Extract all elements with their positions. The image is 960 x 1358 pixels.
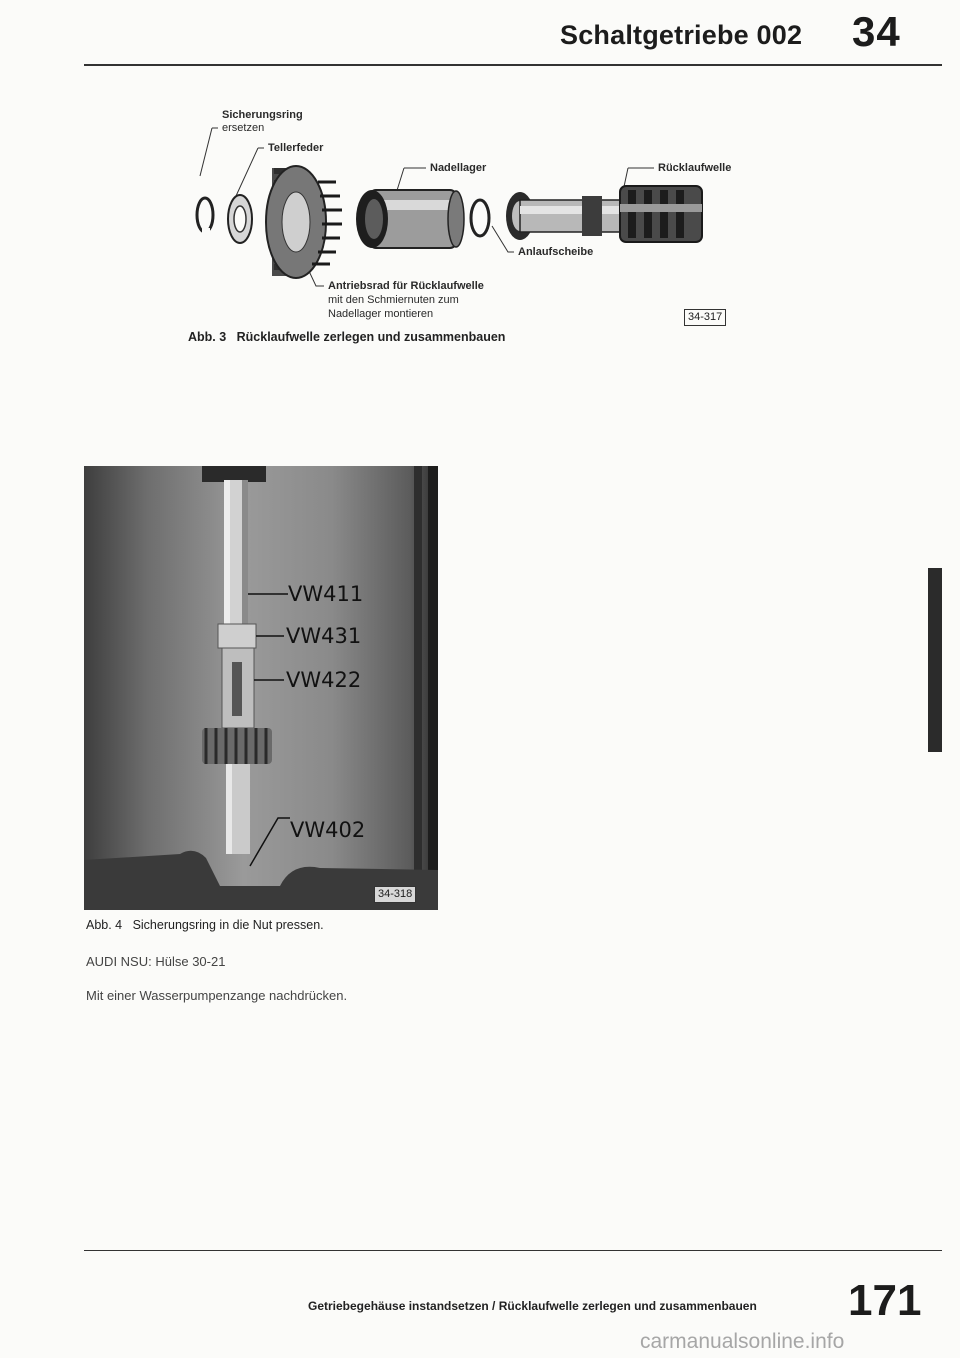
- figure-4-caption-number: Abb. 4: [86, 918, 123, 932]
- figure-4-photo: [84, 466, 438, 910]
- section-number: 34: [852, 8, 901, 55]
- figure-4-reference: 34-318: [374, 886, 416, 903]
- tool-label-vw402: VW402: [290, 818, 366, 842]
- label-ersetzen: ersetzen: [222, 122, 265, 134]
- label-nadellager: Nadellager: [430, 162, 487, 174]
- figure-4-caption-text: Sicherungsring in die Nut pressen.: [132, 918, 324, 932]
- figure-4-photo-drawing: [84, 466, 438, 910]
- figure-3-caption: [188, 330, 505, 344]
- section-thumb-index: [928, 568, 942, 752]
- tool-label-vw411: VW411: [288, 582, 364, 606]
- needle-bearing-shape: [356, 190, 464, 248]
- body-text-line-1: AUDI NSU: Hülse 30-21: [86, 954, 226, 969]
- figure-3: [0, 0, 960, 360]
- label-ruecklaufwelle: Rücklaufwelle: [658, 162, 732, 174]
- tool-label-vw431: VW431: [286, 624, 362, 648]
- figure-3-caption-text: Rücklaufwelle zerlegen und zusammenbauen: [236, 330, 506, 344]
- label-tellerfeder: Tellerfeder: [268, 142, 324, 154]
- label-anlaufscheibe: Anlaufscheibe: [518, 246, 594, 258]
- footer-text: Getriebegehäuse instandsetzen / Rücklaufwelle zerlegen und zusammenbauen: [308, 1299, 757, 1313]
- figure-3-reference: 34-317: [684, 309, 726, 326]
- page-header-title: Schaltgetriebe 002: [560, 20, 803, 50]
- body-text-line-2: Mit einer Wasserpumpenzange nachdrücken.: [86, 988, 348, 1003]
- label-antriebsrad: Antriebsrad für Rücklaufwelle: [328, 280, 484, 292]
- page-number: 171: [848, 1276, 922, 1325]
- circlip-shape: [197, 198, 213, 234]
- drive-gear-shape: [266, 166, 342, 278]
- figure-4-caption: [86, 918, 324, 932]
- label-sicherungsring: Sicherungsring: [222, 109, 303, 121]
- reverse-shaft-shape: [506, 186, 702, 242]
- thrust-washer-shape: [471, 200, 489, 236]
- disc-spring-shape: [228, 195, 252, 243]
- footer-rule: [84, 1250, 942, 1251]
- figure-3-illustration: [0, 0, 960, 360]
- tool-label-vw422: VW422: [286, 668, 362, 692]
- figure-3-caption-number: Abb. 3: [188, 330, 227, 344]
- label-antriebsrad-note-2: Nadellager montieren: [328, 308, 434, 320]
- watermark-link[interactable]: carmanualsonline.info: [640, 1330, 845, 1353]
- label-antriebsrad-note-1: mit den Schmiernuten zum: [328, 294, 459, 306]
